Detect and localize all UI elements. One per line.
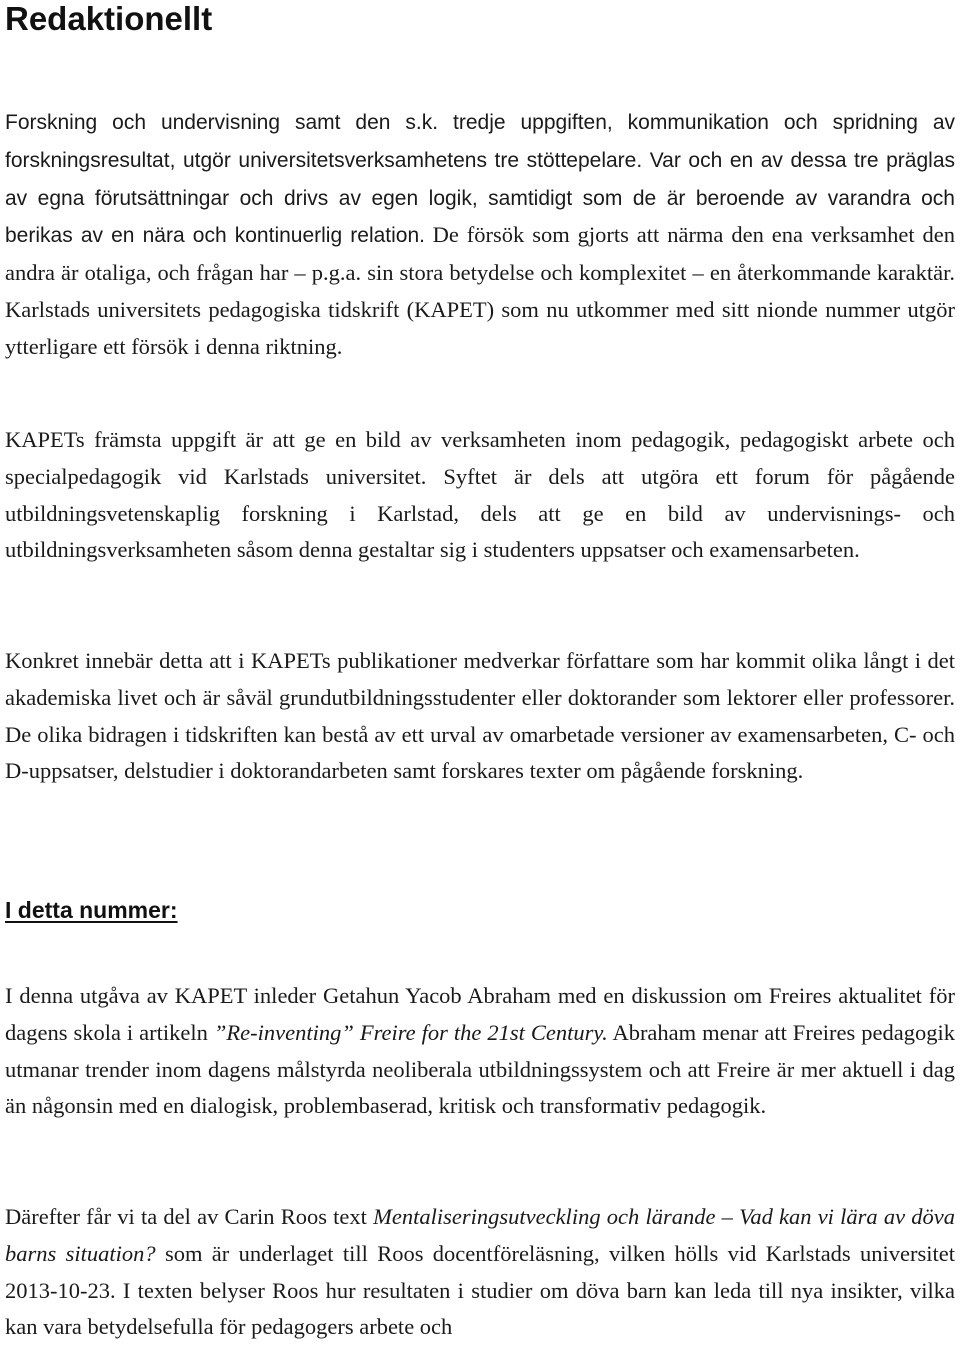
intro-serif-text: De försök som gjorts att närma den ena verksamhet den andra är otaliga, och frågan har – p.g.a. sin stora betydelse och komplexitet – en återkommande karaktär. Karlstads universitets pedagogiska tidskrift (KAPET) som nu utkommer med sitt nionde nummer utgör ytterligare ett försök i denna riktning. bbox=[5, 222, 955, 359]
abraham-text-after: Abraham menar att Freires pedagogik utmanar trender inom dagens målstyrda neoliberala utbildningssystem och att Freire är mer aktuell i dag än någonsin med en dialogisk, problembaserad, kritisk och transformativ pedagogik. bbox=[5, 1019, 955, 1119]
paragraph-roos-article bbox=[5, 1199, 955, 1346]
roos-article-title: Mentaliseringsutveckling och lärande – Vad kan vi lära av döva barns situation? bbox=[5, 1204, 955, 1266]
paragraph-contributors: Konkret innebär detta att i KAPETs publikationer medverkar författare som har kommit olika långt i det akademiska livet och är såväl grundutbildningsstudenter eller doktorander som lektorer eller professorer. De olika bidragen i tidskriften kan bestå av ett urval av omarbetade versioner av examensarbeten, C- och D-uppsatser, delstudier i doktorandarbeten samt forskares texter om pågående forskning. bbox=[5, 648, 955, 784]
intro-paragraph bbox=[5, 104, 955, 366]
paragraph-abraham-article bbox=[5, 978, 955, 1125]
page-title: Redaktionellt bbox=[5, 0, 213, 37]
section-heading: I detta nummer: bbox=[5, 897, 178, 923]
abraham-article-title: ”Re-inventing” Freire for the 21st Century. bbox=[213, 1019, 608, 1045]
paragraph-kapet-purpose: KAPETs främsta uppgift är att ge en bild av verksamheten inom pedagogik, pedagogiskt arbete och specialpedagogik vid Karlstads universitet. Syftet är dels att utgöra ett forum för pågående utbildningsvetenskaplig forskning i Karlstad, dels att ge en bild av undervisnings- och utbildningsverksamheten såsom denna gestaltar sig i studenters uppsatser och examensarbeten. bbox=[5, 427, 955, 563]
roos-text-before: Därefter får vi ta del av Carin Roos text bbox=[5, 1204, 374, 1229]
roos-text-after: som är underlaget till Roos docentföreläsning, vilken hölls vid Karlstads universitet 2013-10-23. I texten belyser Roos hur resultaten i studier om döva barn kan leda till nya insikter, vilka kan vara betydelsefulla för pedagogers arbete och bbox=[5, 1240, 955, 1340]
abraham-text-before: I denna utgåva av KAPET inleder Getahun Yacob Abraham med en diskussion om Freires aktualitet för dagens skola i artikeln bbox=[5, 983, 955, 1045]
intro-sans-text: Forskning och undervisning samt den s.k. tredje uppgiften, kommunikation och spridning av forskningsresultat, utgör universitetsverksamhetens tre stöttepelare. Var och en av dessa tre präglas av egna förutsättningar och drivs av egen logik, samtidigt som de är beroende av varandra och berikas av en nära och kontinuerlig relation. bbox=[5, 111, 955, 248]
